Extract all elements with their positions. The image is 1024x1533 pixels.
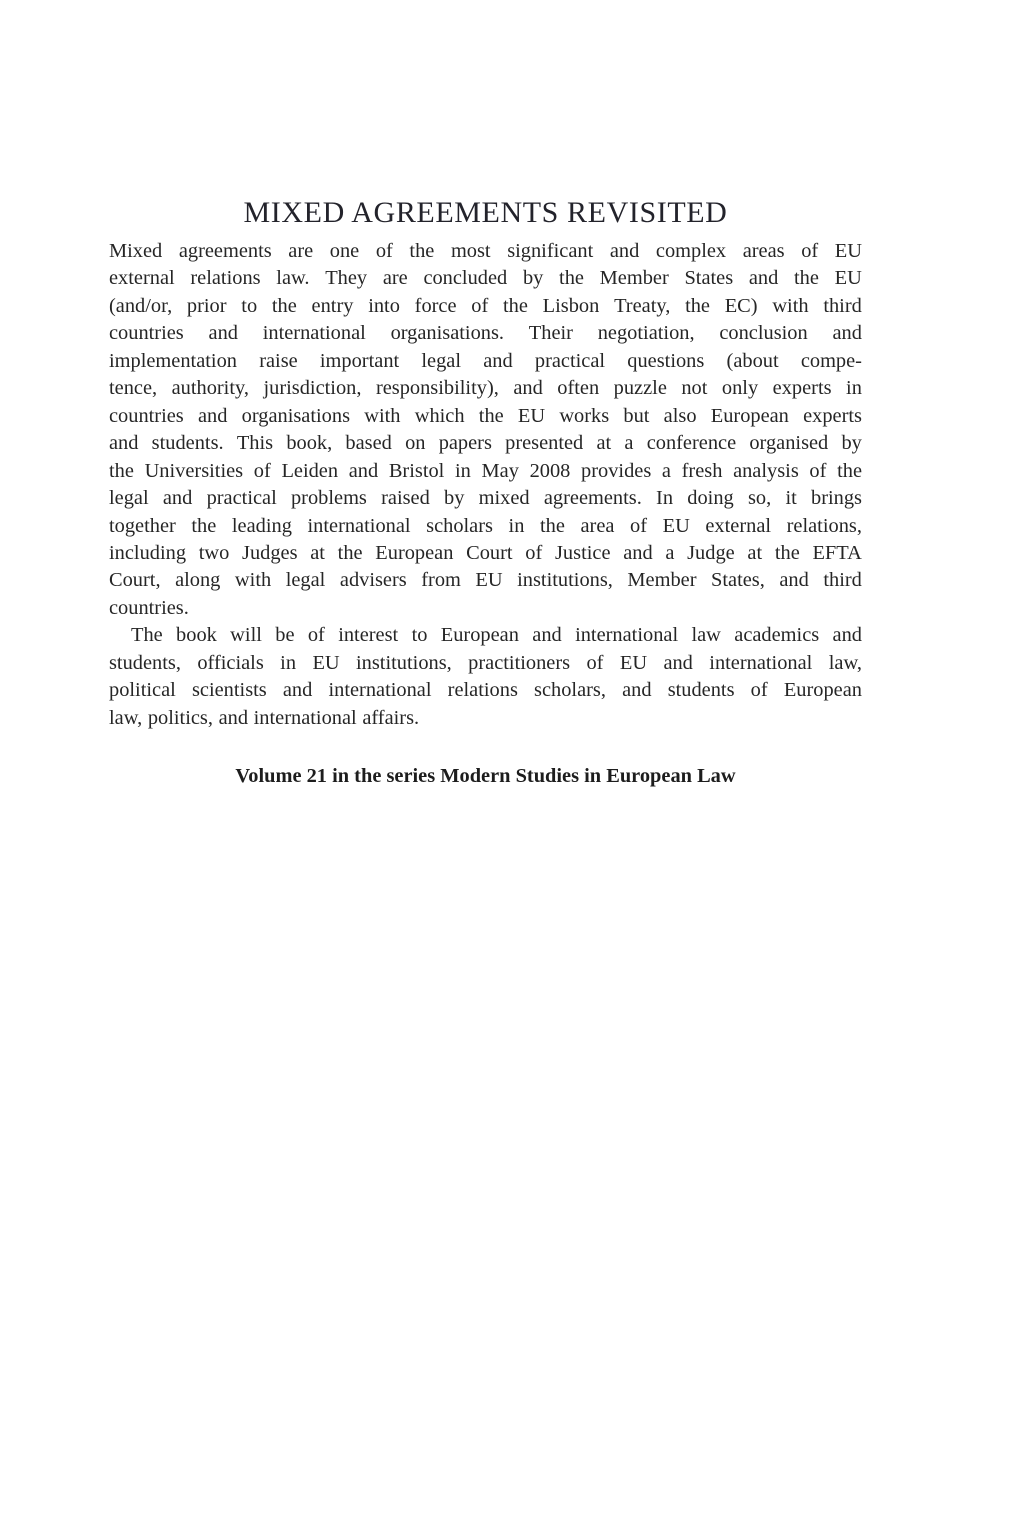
word: The (131, 624, 163, 647)
word: third (823, 294, 862, 317)
word: be (275, 624, 295, 647)
word: entry (311, 294, 354, 317)
text-line (109, 403, 862, 430)
word: will (230, 624, 262, 647)
word: scholars (426, 514, 493, 537)
word: interest (338, 624, 399, 647)
word: and (609, 240, 640, 262)
word: States, (711, 569, 765, 592)
word: relations, (786, 514, 862, 537)
word: Lisbon (542, 294, 600, 317)
word: a (661, 459, 671, 482)
word: of (471, 294, 489, 317)
word: the (837, 459, 862, 482)
word: fresh (681, 459, 723, 482)
word: and (348, 459, 379, 482)
word: of (801, 240, 819, 262)
word: area (580, 514, 615, 537)
blurb-paragraph (109, 622, 862, 732)
blurb-body (109, 238, 862, 732)
word: and (162, 487, 193, 510)
word: countries (109, 404, 184, 427)
word: EFTA (812, 541, 862, 564)
text-line (109, 485, 862, 512)
word: and (218, 706, 249, 729)
word: organisations. (390, 322, 505, 345)
word: raise (259, 349, 298, 372)
text-line (109, 677, 862, 704)
word: States (684, 267, 734, 290)
text-line (109, 375, 862, 402)
word: in (846, 377, 862, 400)
word: at (596, 432, 612, 455)
word: presented (505, 432, 584, 455)
word: based (345, 432, 392, 455)
text-line (109, 705, 862, 732)
word: with (772, 294, 809, 317)
word: jurisdiction, (263, 377, 362, 400)
word: conclusion (719, 322, 808, 345)
word: EU (619, 651, 648, 674)
word: and (779, 569, 809, 592)
word: the (271, 294, 297, 317)
text-line (109, 458, 862, 485)
word: the (503, 294, 528, 317)
word: relations (447, 679, 518, 702)
word: and (832, 322, 862, 345)
word: works (559, 404, 610, 427)
word: are (288, 240, 314, 262)
word: and (532, 624, 562, 647)
word: of (375, 240, 393, 262)
word: international (575, 624, 679, 647)
word: the (109, 459, 134, 482)
word: students. (151, 432, 224, 455)
word: by (841, 432, 862, 455)
word: institutions, (356, 651, 452, 674)
word: Court, (109, 569, 161, 592)
word: students, (109, 651, 181, 674)
word: law (691, 624, 721, 647)
word: the (478, 404, 504, 427)
word: into (368, 294, 400, 317)
word: experts (803, 404, 862, 427)
word: compe- (800, 349, 862, 372)
word: legal (421, 349, 462, 372)
word: EU (517, 404, 546, 427)
word: two (198, 541, 230, 564)
word: agreements. (543, 487, 642, 510)
word: EU (834, 267, 862, 290)
word: a (624, 432, 634, 455)
word: it (785, 487, 797, 510)
word: complex (655, 240, 727, 262)
word: institutions, (517, 569, 613, 592)
word: They (325, 267, 368, 290)
word: organised (749, 432, 829, 455)
word: agreements (178, 240, 272, 262)
word: which (414, 404, 465, 427)
word: in (280, 651, 297, 674)
text-line (109, 650, 862, 677)
word: organisations (241, 404, 351, 427)
word: along (175, 569, 221, 592)
word: at (310, 541, 325, 564)
word: with (234, 569, 272, 592)
word: concluded (423, 267, 508, 290)
word: Their (528, 322, 573, 345)
word: international (262, 322, 366, 345)
word: the (774, 541, 800, 564)
word: papers (438, 432, 492, 455)
text-line (109, 513, 862, 540)
word: EU (834, 240, 862, 262)
word: relations (190, 267, 261, 290)
word: problems (290, 487, 367, 510)
blurb-paragraph (109, 238, 862, 622)
word: European (710, 404, 789, 427)
word: of (586, 651, 604, 674)
word: countries. (109, 596, 189, 619)
word: and (208, 322, 238, 345)
word: of (525, 541, 543, 564)
word: conference (646, 432, 737, 455)
word: to (411, 624, 428, 647)
text-line (109, 430, 862, 457)
word: doing (687, 487, 734, 510)
word: the (409, 240, 435, 262)
word: scholars, (534, 679, 606, 702)
word: a (665, 541, 675, 564)
word: and (197, 404, 228, 427)
word: (and/or, (109, 294, 173, 317)
word: of (750, 679, 768, 702)
word: tence, (109, 377, 158, 400)
word: leading (231, 514, 292, 537)
word: of (630, 514, 648, 537)
word: one (329, 240, 360, 262)
word: EU (312, 651, 340, 674)
text-line (109, 293, 862, 320)
word: the (559, 267, 584, 290)
word: prior (186, 294, 227, 317)
word: significant (507, 240, 594, 262)
word: practical (534, 349, 606, 372)
text-line (109, 238, 862, 265)
word: raised (381, 487, 430, 510)
word: EU (662, 514, 690, 537)
word: legal (285, 569, 326, 592)
word: by (522, 267, 544, 290)
word: and (623, 541, 653, 564)
word: practical (206, 487, 277, 510)
text-line (109, 265, 862, 292)
word: In (656, 487, 674, 510)
word: international (709, 651, 813, 674)
word: experts (772, 377, 832, 400)
word: also (663, 404, 697, 427)
word: international (328, 679, 432, 702)
text-line (109, 348, 862, 375)
word: Treaty, (614, 294, 671, 317)
word: not (681, 377, 708, 400)
text-line (109, 567, 862, 594)
word: are (382, 267, 408, 290)
word: most (450, 240, 491, 262)
word: European (783, 679, 862, 702)
word: the (540, 514, 565, 537)
word: Member (599, 267, 669, 290)
word: and (622, 679, 652, 702)
word: and (832, 624, 862, 647)
word: European (375, 541, 454, 564)
word: of (307, 624, 325, 647)
text-line (109, 540, 862, 567)
word: academics (734, 624, 820, 647)
word: This (236, 432, 274, 455)
word: international (253, 706, 357, 729)
word: Bristol (388, 459, 445, 482)
word: Judges (242, 541, 298, 564)
word: officials (197, 651, 264, 674)
word: international (307, 514, 411, 537)
word: Judge (687, 541, 735, 564)
word: by (444, 487, 465, 510)
word: Member (627, 569, 697, 592)
text-line (109, 595, 862, 622)
word: legal (109, 487, 149, 510)
word: EU (475, 569, 503, 592)
word: only (721, 377, 759, 400)
word: the (191, 514, 217, 537)
word: on (405, 432, 426, 455)
word: and (282, 679, 313, 702)
word: of (809, 459, 827, 482)
text-line (109, 622, 862, 649)
page-title: MIXED AGREEMENTS REVISITED (243, 196, 728, 230)
word: analysis (733, 459, 799, 482)
word: areas (742, 240, 785, 262)
word: students (667, 679, 735, 702)
word: (about (726, 349, 779, 372)
word: book (176, 624, 217, 647)
word: politics, (147, 706, 213, 729)
word: Court (466, 541, 513, 564)
word: at (747, 541, 763, 564)
word: responsibility), (375, 377, 499, 400)
word: in (455, 459, 471, 482)
word: and (513, 377, 543, 400)
word: and (663, 651, 693, 674)
word: 2008 (529, 459, 571, 482)
word: Universities (144, 459, 244, 482)
word: so, (747, 487, 772, 510)
series-note: Volume 21 in the series Modern Studies in European Law (235, 765, 736, 787)
word: advisers (339, 569, 407, 592)
word: Mixed (109, 240, 163, 262)
word: EC) (724, 294, 758, 317)
word: of (253, 459, 271, 482)
word: but (623, 404, 650, 427)
word: book, (286, 432, 333, 455)
word: in (508, 514, 525, 537)
word: often (557, 377, 600, 400)
word: external (109, 267, 175, 290)
word: Justice (555, 541, 611, 564)
word: Leiden (281, 459, 339, 482)
word: law, (109, 706, 143, 729)
word: law, (828, 651, 862, 674)
text-line (109, 320, 862, 347)
word: the (337, 541, 363, 564)
word: important (319, 349, 400, 372)
word: brings (811, 487, 862, 510)
word: practitioners (468, 651, 571, 674)
word: authority, (171, 377, 249, 400)
word: law. (276, 267, 310, 290)
word: affairs. (362, 706, 420, 729)
word: external (705, 514, 772, 537)
word: and (483, 349, 513, 372)
word: questions (627, 349, 705, 372)
word: to (241, 294, 258, 317)
word: political (109, 679, 176, 702)
word: provides (581, 459, 652, 482)
word: with (364, 404, 401, 427)
word: puzzle (613, 377, 667, 400)
word: mixed (478, 487, 530, 510)
word: and (109, 432, 139, 455)
word: force (414, 294, 457, 317)
word: implementation (109, 349, 237, 372)
word: third (823, 569, 862, 592)
word: European (440, 624, 519, 647)
word: countries (109, 322, 184, 345)
word: and (748, 267, 779, 290)
word: the (794, 267, 819, 290)
word: the (685, 294, 710, 317)
word: including (109, 541, 187, 564)
word: from (421, 569, 461, 592)
word: negotiation, (597, 322, 695, 345)
word: May (481, 459, 519, 482)
word: scientists (191, 679, 267, 702)
word: together (109, 514, 176, 537)
